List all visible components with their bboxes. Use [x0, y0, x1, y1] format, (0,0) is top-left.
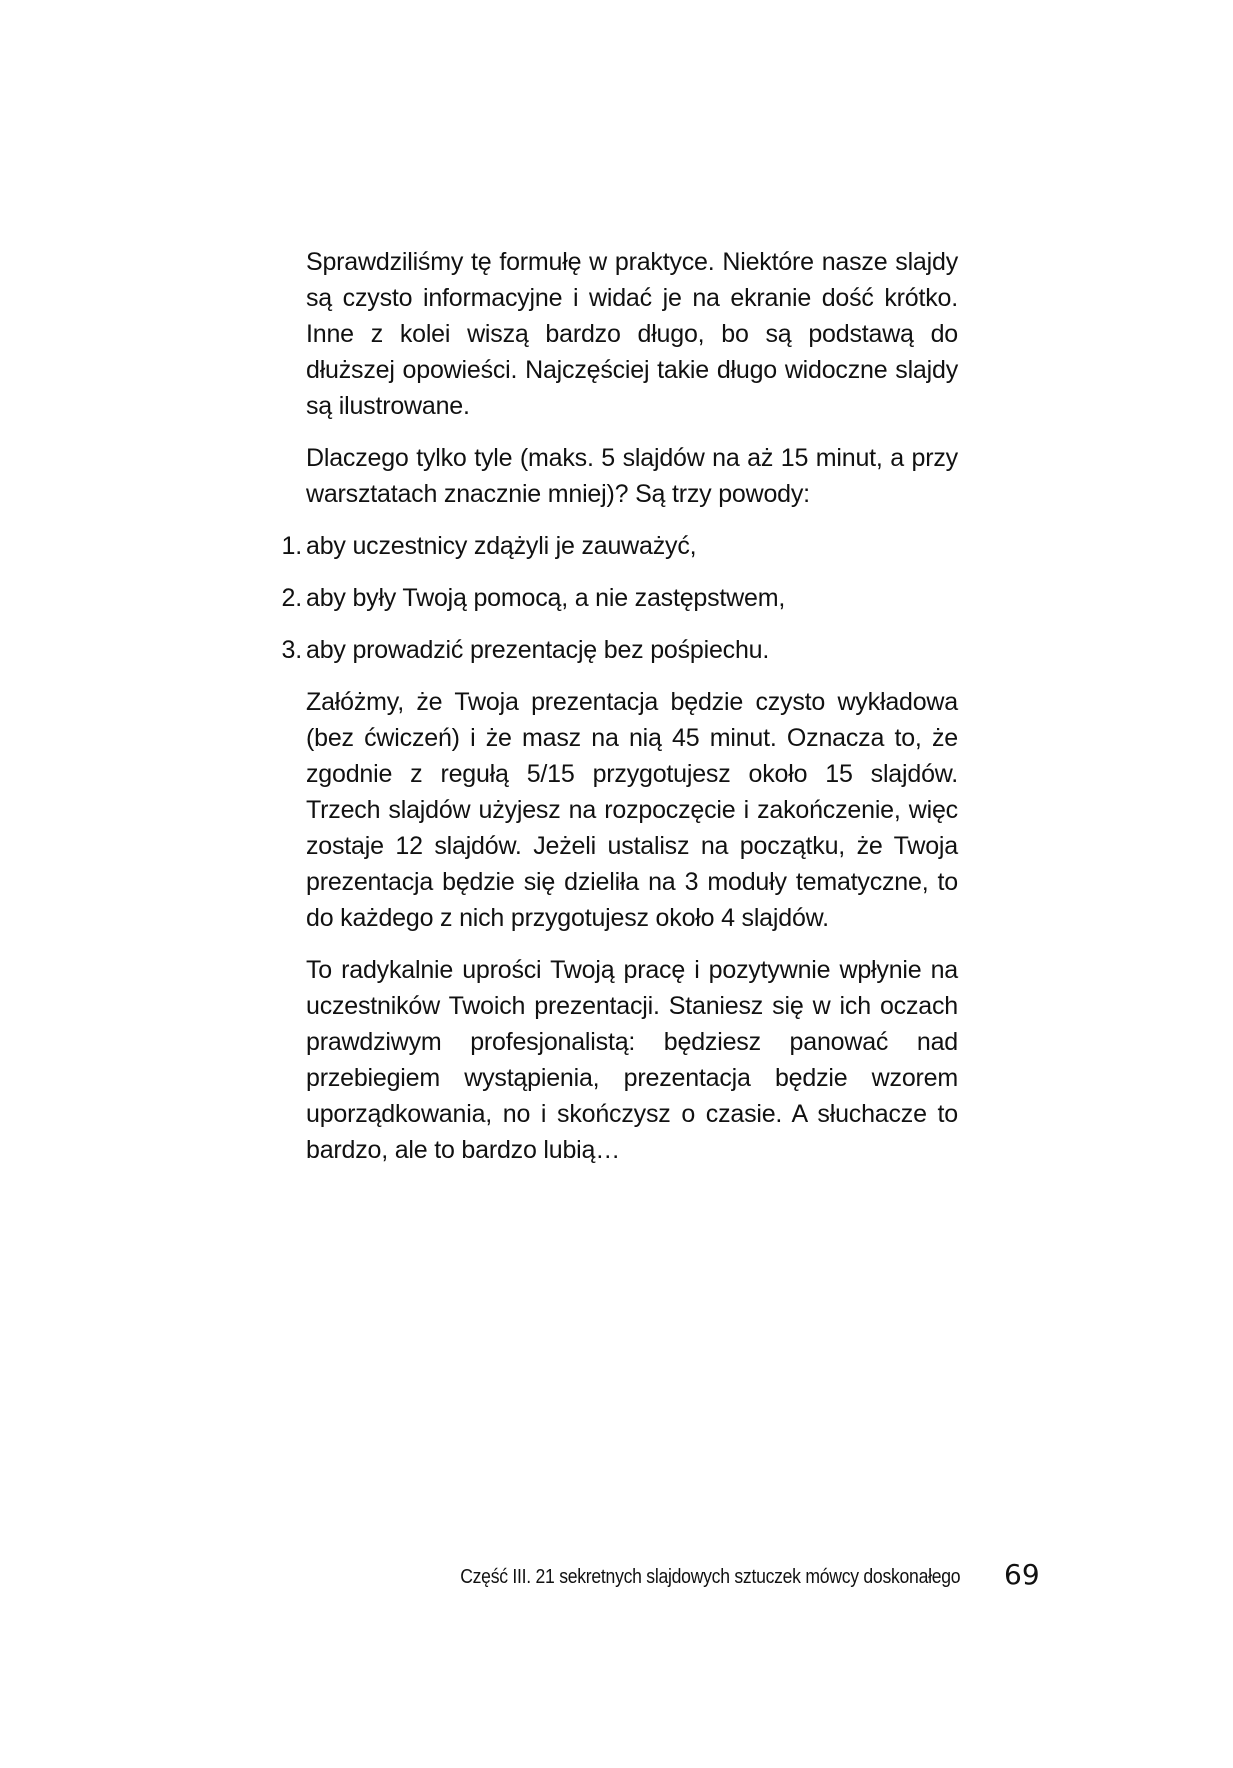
list-item [281, 580, 958, 616]
paragraph-2: Dlaczego tylko tyle (maks. 5 slajdów na aż 15 minut, a przy warsztatach znacznie mniej)? Są trzy powody: [306, 444, 958, 508]
paragraph-3: Załóżmy, że Twoja prezentacja będzie czysto wykładowa (bez ćwiczeń) i że masz na nią 45 minut. Oznacza to, że zgodnie z regułą 5/15 przygotujesz około 15 slajdów. Trzech slajdów użyjesz na rozpoczęcie i zakończenie, więc zostaje 12 slajdów. Jeżeli ustalisz na początku, że Twoja prezentacja będzie się dzieliła na 3 moduły tematyczne, to do każdego z nich przygotujesz około 4 slajdów. [306, 688, 958, 932]
reasons-list [281, 528, 958, 668]
page-number: 69 [1004, 1558, 1040, 1591]
list-item-number: 1. [281, 532, 302, 560]
list-item-text: aby uczestnicy zdążyli je zauważyć, [306, 532, 697, 560]
paragraph-4: To radykalnie uprości Twoją pracę i pozytywnie wpłynie na uczestników Twoich prezentacji. Staniesz się w ich oczach prawdziwym profesjonalistą: będziesz panować nad przebiegiem wystąpienia, prezentacja będzie wzorem uporządkowania, no i skończysz o czasie. A słuchacze to bardzo, ale to bardzo lubią… [306, 956, 958, 1164]
body-text [281, 244, 958, 1184]
page-footer [0, 1558, 1233, 1598]
list-item [281, 632, 958, 668]
paragraph-1: Sprawdziliśmy tę formułę w praktyce. Niektóre nasze slajdy są czysto informacyjne i widać je na ekranie dość krótko. Inne z kolei wiszą bardzo długo, bo są podstawą do dłuższej opowieści. Najczęściej takie długo widoczne slajdy są ilustrowane. [306, 248, 958, 420]
list-item-text: aby prowadzić prezentację bez pośpiechu. [306, 636, 770, 664]
list-item-number: 2. [281, 584, 302, 612]
list-item-text: aby były Twoją pomocą, a nie zastępstwem, [306, 584, 786, 612]
list-item [281, 528, 958, 564]
running-title: Część III. 21 sekretnych slajdowych sztuczek mówcy doskonałego [459, 1566, 960, 1588]
list-item-number: 3. [281, 636, 302, 664]
